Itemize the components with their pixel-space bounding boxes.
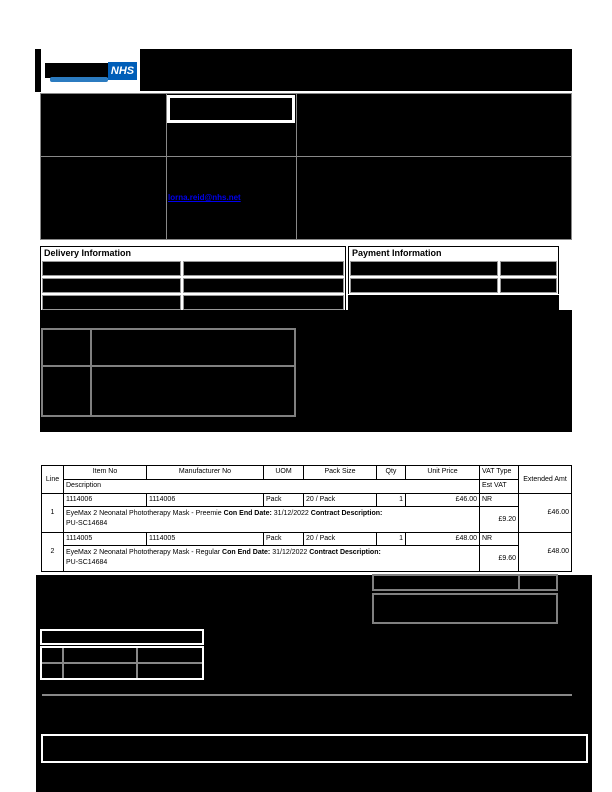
con-end-date-value: 31/12/2022 — [273, 510, 309, 517]
totals-divider — [518, 574, 520, 589]
redacted-delivery-cell — [183, 261, 344, 276]
redacted-vat-summary-cell — [42, 648, 62, 662]
col-header-description: Description — [64, 480, 480, 494]
qty: 1 — [377, 533, 406, 546]
con-end-date-label: Con End Date: — [222, 549, 271, 556]
redacted-order-number-box — [167, 95, 295, 123]
col-header-line: Line — [42, 466, 64, 494]
col-header-uom: UOM — [264, 466, 304, 480]
footer-divider-line — [42, 694, 572, 696]
item-description — [64, 546, 480, 571]
manufacturer-no: 1114006 — [147, 494, 264, 507]
item-no: 1114006 — [64, 494, 147, 507]
unit-price: £48.00 — [406, 533, 480, 546]
payment-information-section — [348, 246, 559, 294]
redacted-total-amount-box — [372, 593, 558, 624]
redacted-vat-summary-cell — [64, 648, 136, 662]
redacted-payment-cell — [350, 278, 498, 293]
extended-amt: £46.00 — [519, 494, 571, 533]
con-end-date-label: Con End Date: — [223, 510, 272, 517]
vat-type: NR — [480, 494, 519, 507]
col-header-unit-price: Unit Price — [406, 466, 480, 480]
col-header-item-no: Item No — [64, 466, 147, 480]
redacted-vat-summary-header — [40, 629, 204, 645]
redacted-ship-to-table — [41, 328, 296, 417]
redacted-address-cell — [296, 93, 572, 157]
redacted-payment-cell — [350, 261, 498, 276]
uom: Pack — [264, 494, 304, 507]
col-header-est-vat: Est VAT — [480, 480, 519, 494]
col-header-manufacturer-no: Manufacturer No — [147, 466, 264, 480]
redacted-payment-cell — [500, 278, 557, 293]
redacted-footer-notice-box — [41, 734, 588, 763]
item-description — [64, 507, 480, 533]
redacted-ship-to-cell — [43, 330, 90, 365]
qty: 1 — [377, 494, 406, 507]
pack-size: 20 / Pack — [304, 494, 377, 507]
redacted-totals-row — [372, 574, 558, 591]
delivery-information-section — [40, 246, 346, 311]
delivery-information-title: Delivery Information — [44, 248, 132, 258]
delivery-information-table — [41, 261, 345, 311]
col-header-vat-type: VAT Type — [480, 466, 519, 480]
vat-type: NR — [480, 533, 519, 546]
redacted-delivery-cell — [42, 261, 181, 276]
item-description-text: EyeMax 2 Neonatal Phototherapy Mask - Preemie — [66, 510, 222, 517]
nhs-logo — [45, 62, 137, 83]
redacted-delivery-cell — [183, 295, 344, 310]
item-no: 1114005 — [64, 533, 147, 546]
uom: Pack — [264, 533, 304, 546]
redacted-delivery-cell — [42, 295, 181, 310]
line-items-table — [41, 465, 572, 572]
scan-edge-mark — [35, 49, 41, 92]
col-header-pack-size: Pack Size — [304, 466, 377, 480]
nhs-logo-underline — [50, 77, 108, 82]
contract-description-label: Contract Description: — [310, 510, 383, 517]
redacted-vat-summary-table — [40, 646, 204, 680]
redacted-invoice-cell — [296, 156, 572, 240]
est-vat: £9.20 — [480, 507, 519, 533]
nhs-logo-icon: NHS — [108, 62, 137, 80]
item-description-text: EyeMax 2 Neonatal Phototherapy Mask - Regular — [66, 549, 221, 556]
redacted-payment-cell — [500, 261, 557, 276]
buyer-email-link[interactable]: lorna.reid@nhs.net — [168, 193, 241, 202]
redacted-ship-to-cell — [43, 367, 90, 415]
payment-information-table — [349, 261, 558, 294]
redacted-ship-to-cell — [92, 330, 294, 365]
redacted-trust-name — [45, 63, 108, 78]
redacted-vat-summary-cell — [138, 648, 202, 662]
contract-description-label: Contract Description: — [309, 549, 381, 556]
line-number: 2 — [42, 533, 64, 571]
contract-description-value: PU-SC14684 — [66, 520, 108, 527]
redacted-ship-to-cell — [92, 367, 294, 415]
redacted-vat-summary-cell — [42, 664, 62, 678]
unit-price: £46.00 — [406, 494, 480, 507]
redacted-vat-summary-cell — [64, 664, 136, 678]
extended-amt: £48.00 — [547, 548, 569, 555]
contract-description-value: PU-SC14684 — [66, 559, 108, 566]
manufacturer-no: 1114005 — [147, 533, 264, 546]
redacted-delivery-cell — [42, 278, 181, 293]
payment-information-title: Payment Information — [352, 248, 442, 258]
est-vat: £9.60 — [480, 546, 519, 571]
col-header-qty: Qty — [377, 466, 406, 480]
redacted-vat-summary-cell — [138, 664, 202, 678]
redacted-header-band — [140, 49, 572, 91]
con-end-date-value: 31/12/2022 — [272, 549, 308, 556]
redacted-payment-bar — [348, 295, 559, 310]
line-number: 1 — [42, 494, 64, 533]
redacted-delivery-cell — [183, 278, 344, 293]
redacted-supplier-cell — [40, 93, 167, 157]
pack-size: 20 / Pack — [304, 533, 377, 546]
col-header-extended-amt: Extended Amt — [519, 466, 571, 494]
redacted-contact-cell — [40, 156, 167, 240]
